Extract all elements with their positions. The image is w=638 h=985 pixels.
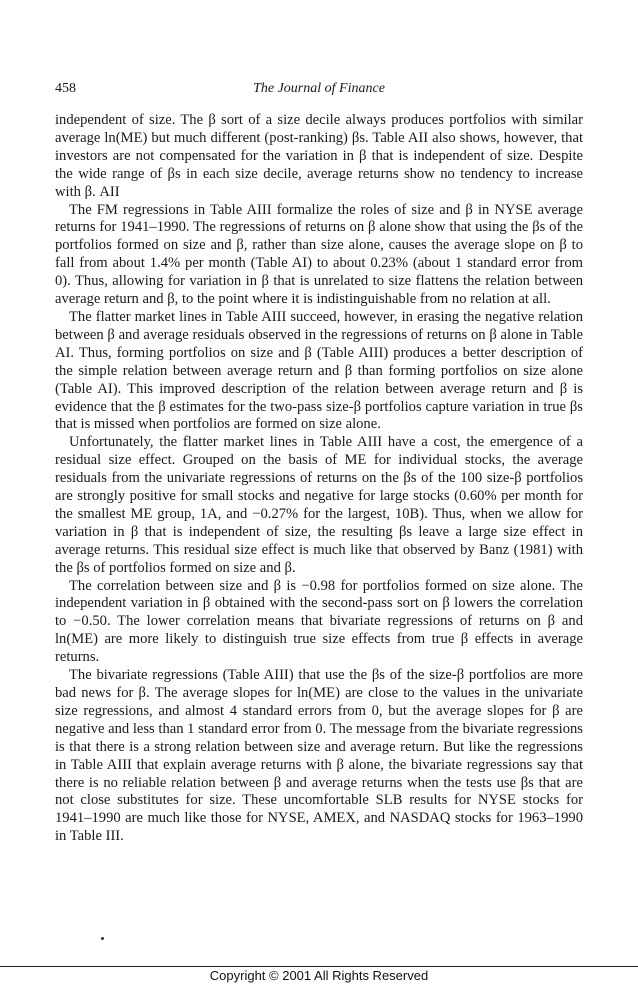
journal-running-title: The Journal of Finance <box>253 81 385 96</box>
paragraph-continuation: independent of size. The β sort of a size decile always produces portfolios with similar average ln(ME) but much different (post-ranking) βs. Table AII also shows, however, that investors are not compensated for the variation in β that is independent of size. Despite the wide range of βs in each size decile, average returns show no tendency to increase with β. AII <box>55 112 583 200</box>
copyright-notice: Copyright © 2001 All Rights Reserved <box>209 968 429 983</box>
paragraph-fm-regressions: The FM regressions in Table AIII formalize the roles of size and β in NYSE average returns for 1941–1990. The regressions of returns on β alone show that using the βs of the portfolios formed on size and β, rather than size alone, causes the average slope on β to fall from about 1.4% per month (Table AI) to about 0.23% (about 1 standard error from 0). Thus, allowing for variation in β that is unrelated to size flattens the relation between average return and β, to the point where it is indistinguishable from no relation at all. <box>55 201 583 308</box>
page-number: 458 <box>55 81 76 96</box>
article-body <box>55 112 583 846</box>
paragraph-flatter-market-lines: The flatter market lines in Table AIII succeed, however, in erasing the negative relation between β and average residuals observed in the regressions of returns on β alone in Table AI. Thus, forming portfolios on size and β (Table AIII) produces a better description of the simple relation between average return and β than forming portfolios on size alone (Table AI). This improved description of the relation between average return and β is evidence that the β estimates for the two-pass size-β portfolios capture variation in true βs that is missed when portfolios are formed on size alone. <box>55 308 583 433</box>
page-header <box>55 81 583 101</box>
stray-print-mark <box>101 937 104 940</box>
footer-rule <box>0 966 638 967</box>
paragraph-residual-size-effect: Unfortunately, the flatter market lines in Table AIII have a cost, the emergence of a residual size effect. Grouped on the basis of ME for individual stocks, the average residuals from the univariate regressions of returns on the βs of the 100 size-β portfolios are strongly positive for small stocks and negative for large stocks (0.60% per month for the smallest ME group, 1A, and −0.27% for the largest, 10B). Thus, when we allow for variation in β that is independent of size, the resulting βs leave a large size effect in average returns. This residual size effect is much like that observed by Banz (1981) with the βs of portfolios formed on size and β. <box>55 434 583 576</box>
paragraph-bivariate-regressions: The bivariate regressions (Table AIII) that use the βs of the size-β portfolios are more bad news for β. The average slopes for ln(ME) are close to the values in the univariate size regressions, and almost 4 standard errors from 0, but the average slopes for β are negative and less than 1 standard error from 0. The message from the bivariate regressions is that there is a strong relation between size and average return. But like the regressions in Table AIII that explain average returns with β alone, the bivariate regressions say that there is no reliable relation between β and average returns when the tests use βs that are not close substitutes for size. These uncomfortable SLB results for NYSE stocks for 1941–1990 are much like those for NYSE, AMEX, and NASDAQ stocks for 1963–1990 in Table III. <box>55 667 583 845</box>
paragraph-correlation: The correlation between size and β is −0.98 for portfolios formed on size alone. The independent variation in β obtained with the second-pass sort on β lowers the correlation to −0.50. The lower correlation means that bivariate regressions of returns on β and ln(ME) are more likely to distinguish true size effects from true β effects in average returns. <box>55 577 583 666</box>
